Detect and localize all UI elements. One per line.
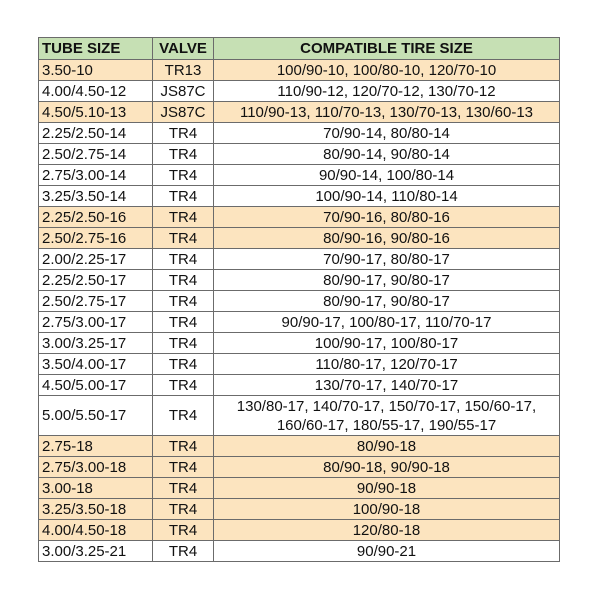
valve-cell: TR4 [153, 541, 214, 562]
tube-size-cell: 2.75/3.00-14 [39, 165, 153, 186]
compatible-tire-size-cell: 80/90-17, 90/80-17 [214, 291, 560, 312]
table-row [39, 123, 560, 144]
valve-cell: TR4 [153, 312, 214, 333]
valve-cell: TR4 [153, 499, 214, 520]
valve-cell: JS87C [153, 81, 214, 102]
table-row [39, 520, 560, 541]
compatible-tire-size-cell: 130/70-17, 140/70-17 [214, 375, 560, 396]
table-row [39, 165, 560, 186]
header-valve: VALVE [153, 38, 214, 60]
valve-cell: TR4 [153, 457, 214, 478]
table-row [39, 333, 560, 354]
table-row [39, 270, 560, 291]
table-row [39, 144, 560, 165]
compatible-tire-size-cell: 110/90-13, 110/70-13, 130/70-13, 130/60-13 [214, 102, 560, 123]
table-row [39, 102, 560, 123]
tube-size-cell: 5.00/5.50-17 [39, 396, 153, 436]
tube-size-cell: 3.50-10 [39, 60, 153, 81]
valve-cell: TR13 [153, 60, 214, 81]
tube-size-cell: 2.25/2.50-14 [39, 123, 153, 144]
compatible-tire-size-cell: 120/80-18 [214, 520, 560, 541]
valve-cell: TR4 [153, 333, 214, 354]
compatible-tire-size-cell: 80/90-18 [214, 436, 560, 457]
compatible-tire-size-cell: 90/90-21 [214, 541, 560, 562]
compatible-tire-size-cell: 90/90-18 [214, 478, 560, 499]
compatible-tire-size-cell: 90/90-17, 100/80-17, 110/70-17 [214, 312, 560, 333]
tube-size-cell: 4.50/5.10-13 [39, 102, 153, 123]
valve-cell: TR4 [153, 375, 214, 396]
compatible-tire-size-cell: 80/90-16, 90/80-16 [214, 228, 560, 249]
compatible-tire-size-cell: 100/90-18 [214, 499, 560, 520]
compatible-tire-size-cell: 80/90-17, 90/80-17 [214, 270, 560, 291]
tube-size-cell: 3.00/3.25-21 [39, 541, 153, 562]
table-row [39, 396, 560, 436]
table-row [39, 249, 560, 270]
table-row [39, 81, 560, 102]
tube-size-cell: 2.50/2.75-14 [39, 144, 153, 165]
valve-cell: TR4 [153, 270, 214, 291]
table-row [39, 457, 560, 478]
valve-cell: TR4 [153, 123, 214, 144]
valve-cell: TR4 [153, 396, 214, 436]
valve-cell: TR4 [153, 144, 214, 165]
tube-size-cell: 3.00/3.25-17 [39, 333, 153, 354]
tube-size-cell: 4.50/5.00-17 [39, 375, 153, 396]
valve-cell: JS87C [153, 102, 214, 123]
compatible-tire-size-cell: 110/80-17, 120/70-17 [214, 354, 560, 375]
valve-cell: TR4 [153, 249, 214, 270]
table-row [39, 186, 560, 207]
valve-cell: TR4 [153, 354, 214, 375]
valve-cell: TR4 [153, 478, 214, 499]
tube-size-table [38, 37, 560, 562]
tube-size-cell: 2.75/3.00-18 [39, 457, 153, 478]
compatible-tire-size-cell: 110/90-12, 120/70-12, 130/70-12 [214, 81, 560, 102]
compatible-tire-size-cell: 130/80-17, 140/70-17, 150/70-17, 150/60-17, 160/60-17, 180/55-17, 190/55-17 [214, 396, 560, 436]
tube-size-cell: 3.00-18 [39, 478, 153, 499]
valve-cell: TR4 [153, 520, 214, 541]
valve-cell: TR4 [153, 228, 214, 249]
header-row [39, 38, 560, 60]
tube-size-cell: 2.75-18 [39, 436, 153, 457]
compatible-tire-size-cell: 100/90-14, 110/80-14 [214, 186, 560, 207]
table-row [39, 354, 560, 375]
table-row [39, 499, 560, 520]
table-row [39, 291, 560, 312]
compatible-tire-size-cell: 70/90-16, 80/80-16 [214, 207, 560, 228]
table-row [39, 312, 560, 333]
valve-cell: TR4 [153, 207, 214, 228]
tube-size-cell: 4.00/4.50-12 [39, 81, 153, 102]
tube-size-cell: 2.25/2.50-16 [39, 207, 153, 228]
compatible-tire-size-cell: 100/90-17, 100/80-17 [214, 333, 560, 354]
valve-cell: TR4 [153, 165, 214, 186]
table-row [39, 541, 560, 562]
table-row [39, 478, 560, 499]
compatible-tire-size-cell: 90/90-14, 100/80-14 [214, 165, 560, 186]
valve-cell: TR4 [153, 291, 214, 312]
compatible-tire-size-cell: 80/90-18, 90/90-18 [214, 457, 560, 478]
table-row [39, 375, 560, 396]
header-compatible-tire-size: COMPATIBLE TIRE SIZE [214, 38, 560, 60]
tube-size-cell: 3.25/3.50-14 [39, 186, 153, 207]
table-row [39, 228, 560, 249]
tube-size-cell: 4.00/4.50-18 [39, 520, 153, 541]
table-row [39, 207, 560, 228]
tube-size-cell: 2.50/2.75-16 [39, 228, 153, 249]
table-row [39, 436, 560, 457]
tube-size-cell: 2.00/2.25-17 [39, 249, 153, 270]
compatible-tire-size-cell: 80/90-14, 90/80-14 [214, 144, 560, 165]
tube-size-cell: 2.50/2.75-17 [39, 291, 153, 312]
tube-size-cell: 2.75/3.00-17 [39, 312, 153, 333]
valve-cell: TR4 [153, 186, 214, 207]
tube-size-cell: 3.25/3.50-18 [39, 499, 153, 520]
header-tube-size: TUBE SIZE [39, 38, 153, 60]
compatible-tire-size-cell: 70/90-17, 80/80-17 [214, 249, 560, 270]
compatible-tire-size-cell: 70/90-14, 80/80-14 [214, 123, 560, 144]
tube-size-cell: 2.25/2.50-17 [39, 270, 153, 291]
table-row [39, 60, 560, 81]
valve-cell: TR4 [153, 436, 214, 457]
tube-size-cell: 3.50/4.00-17 [39, 354, 153, 375]
compatible-tire-size-cell: 100/90-10, 100/80-10, 120/70-10 [214, 60, 560, 81]
